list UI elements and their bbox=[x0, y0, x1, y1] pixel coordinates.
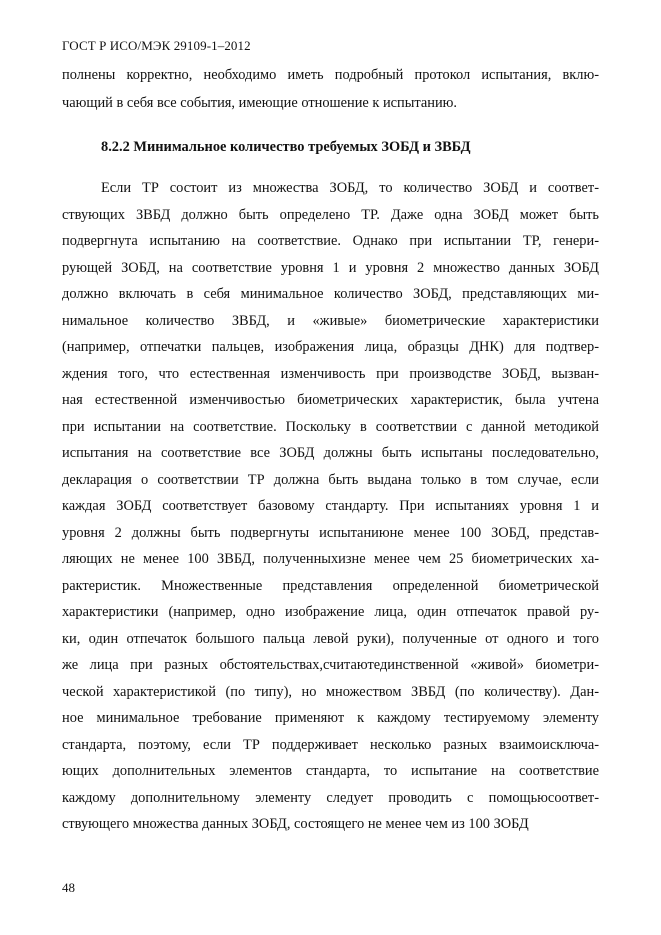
paragraph-line: ки, один отпечаток большого пальца левой руки), полученные от одного и того bbox=[62, 631, 599, 647]
paragraph-line: ствующего множества данных ЗОБД, состоящего не менее чем из 100 ЗОБД bbox=[62, 816, 529, 832]
paragraph-line: ющих дополнительных элементов стандарта, то испытание на соответствие bbox=[62, 763, 599, 779]
paragraph-line: должно включать в себя минимальное количество ЗОБД, представляющих ми- bbox=[62, 286, 599, 302]
paragraph-line: ное минимальное требование применяют к каждому тестируемому элементу bbox=[62, 710, 599, 726]
paragraph-line: испытания на соответствие все ЗОБД должны быть испытаны последовательно, bbox=[62, 445, 599, 461]
paragraph-line: характеристики (например, одно изображение лица, один отпечаток правой ру- bbox=[62, 604, 599, 620]
paragraph-line: ствующих ЗВБД должно быть определено ТР. Даже одна ЗОБД может быть bbox=[62, 207, 599, 223]
paragraph-line: (например, отпечатки пальцев, изображения лица, образцы ДНК) для подтвер- bbox=[62, 339, 599, 355]
paragraph-line: стандарта, поэтому, если ТР поддерживает несколько разных взаимоисключа- bbox=[62, 737, 599, 753]
paragraph-line: каждая ЗОБД соответствует базовому стандарту. При испытаниях уровня 1 и bbox=[62, 498, 599, 514]
paragraph-line: подвергнута испытанию на соответствие. Однако при испытании ТР, генери- bbox=[62, 233, 599, 249]
paragraph-line: каждому дополнительному элементу следует проводить с помощьюсоответ- bbox=[62, 790, 599, 806]
paragraph-line: же лица при разных обстоятельствах,считаютединственной «живой» биометри- bbox=[62, 657, 599, 673]
document-header: ГОСТ Р ИСО/МЭК 29109-1–2012 bbox=[62, 38, 251, 53]
intro-line-1: полнены корректно, необходимо иметь подробный протокол испытания, вклю- bbox=[62, 67, 599, 83]
page-number: 48 bbox=[62, 880, 75, 895]
intro-line-2: чающий в себя все события, имеющие отношение к испытанию. bbox=[62, 95, 458, 111]
paragraph-line: нимальное количество ЗВБД, и «живые» биометрические характеристики bbox=[62, 313, 599, 329]
paragraph-line: ная естественной изменчивостью биометрических характеристик, была учтена bbox=[62, 392, 599, 408]
paragraph-line: рующей ЗОБД, на соответствие уровня 1 и уровня 2 множество данных ЗОБД bbox=[62, 260, 599, 276]
paragraph-line: рактеристик. Множественные представления определенной биометрической bbox=[62, 578, 599, 594]
paragraph-line: декларация о соответствии ТР должна быть выдана только в том случае, если bbox=[62, 472, 599, 488]
paragraph-line: ческой характеристикой (по типу), но множеством ЗВБД (по количеству). Дан- bbox=[62, 684, 599, 700]
section-heading: 8.2.2 Минимальное количество требуемых ЗОБД и ЗВБД bbox=[101, 139, 471, 155]
paragraph-line: уровня 2 должны быть подвергнуты испытаниюне менее 100 ЗОБД, представ- bbox=[62, 525, 599, 541]
paragraph-line: ждения того, что естественная изменчивость при производстве ЗОБД, вызван- bbox=[62, 366, 599, 382]
paragraph-line: Если ТР состоит из множества ЗОБД, то количество ЗОБД и соответ- bbox=[101, 180, 599, 196]
paragraph-line: ляющих не менее 100 ЗВБД, полученныхизне менее чем 25 биометрических ха- bbox=[62, 551, 599, 567]
paragraph-line: при испытании на соответствие. Поскольку в соответствии с данной методикой bbox=[62, 419, 599, 435]
